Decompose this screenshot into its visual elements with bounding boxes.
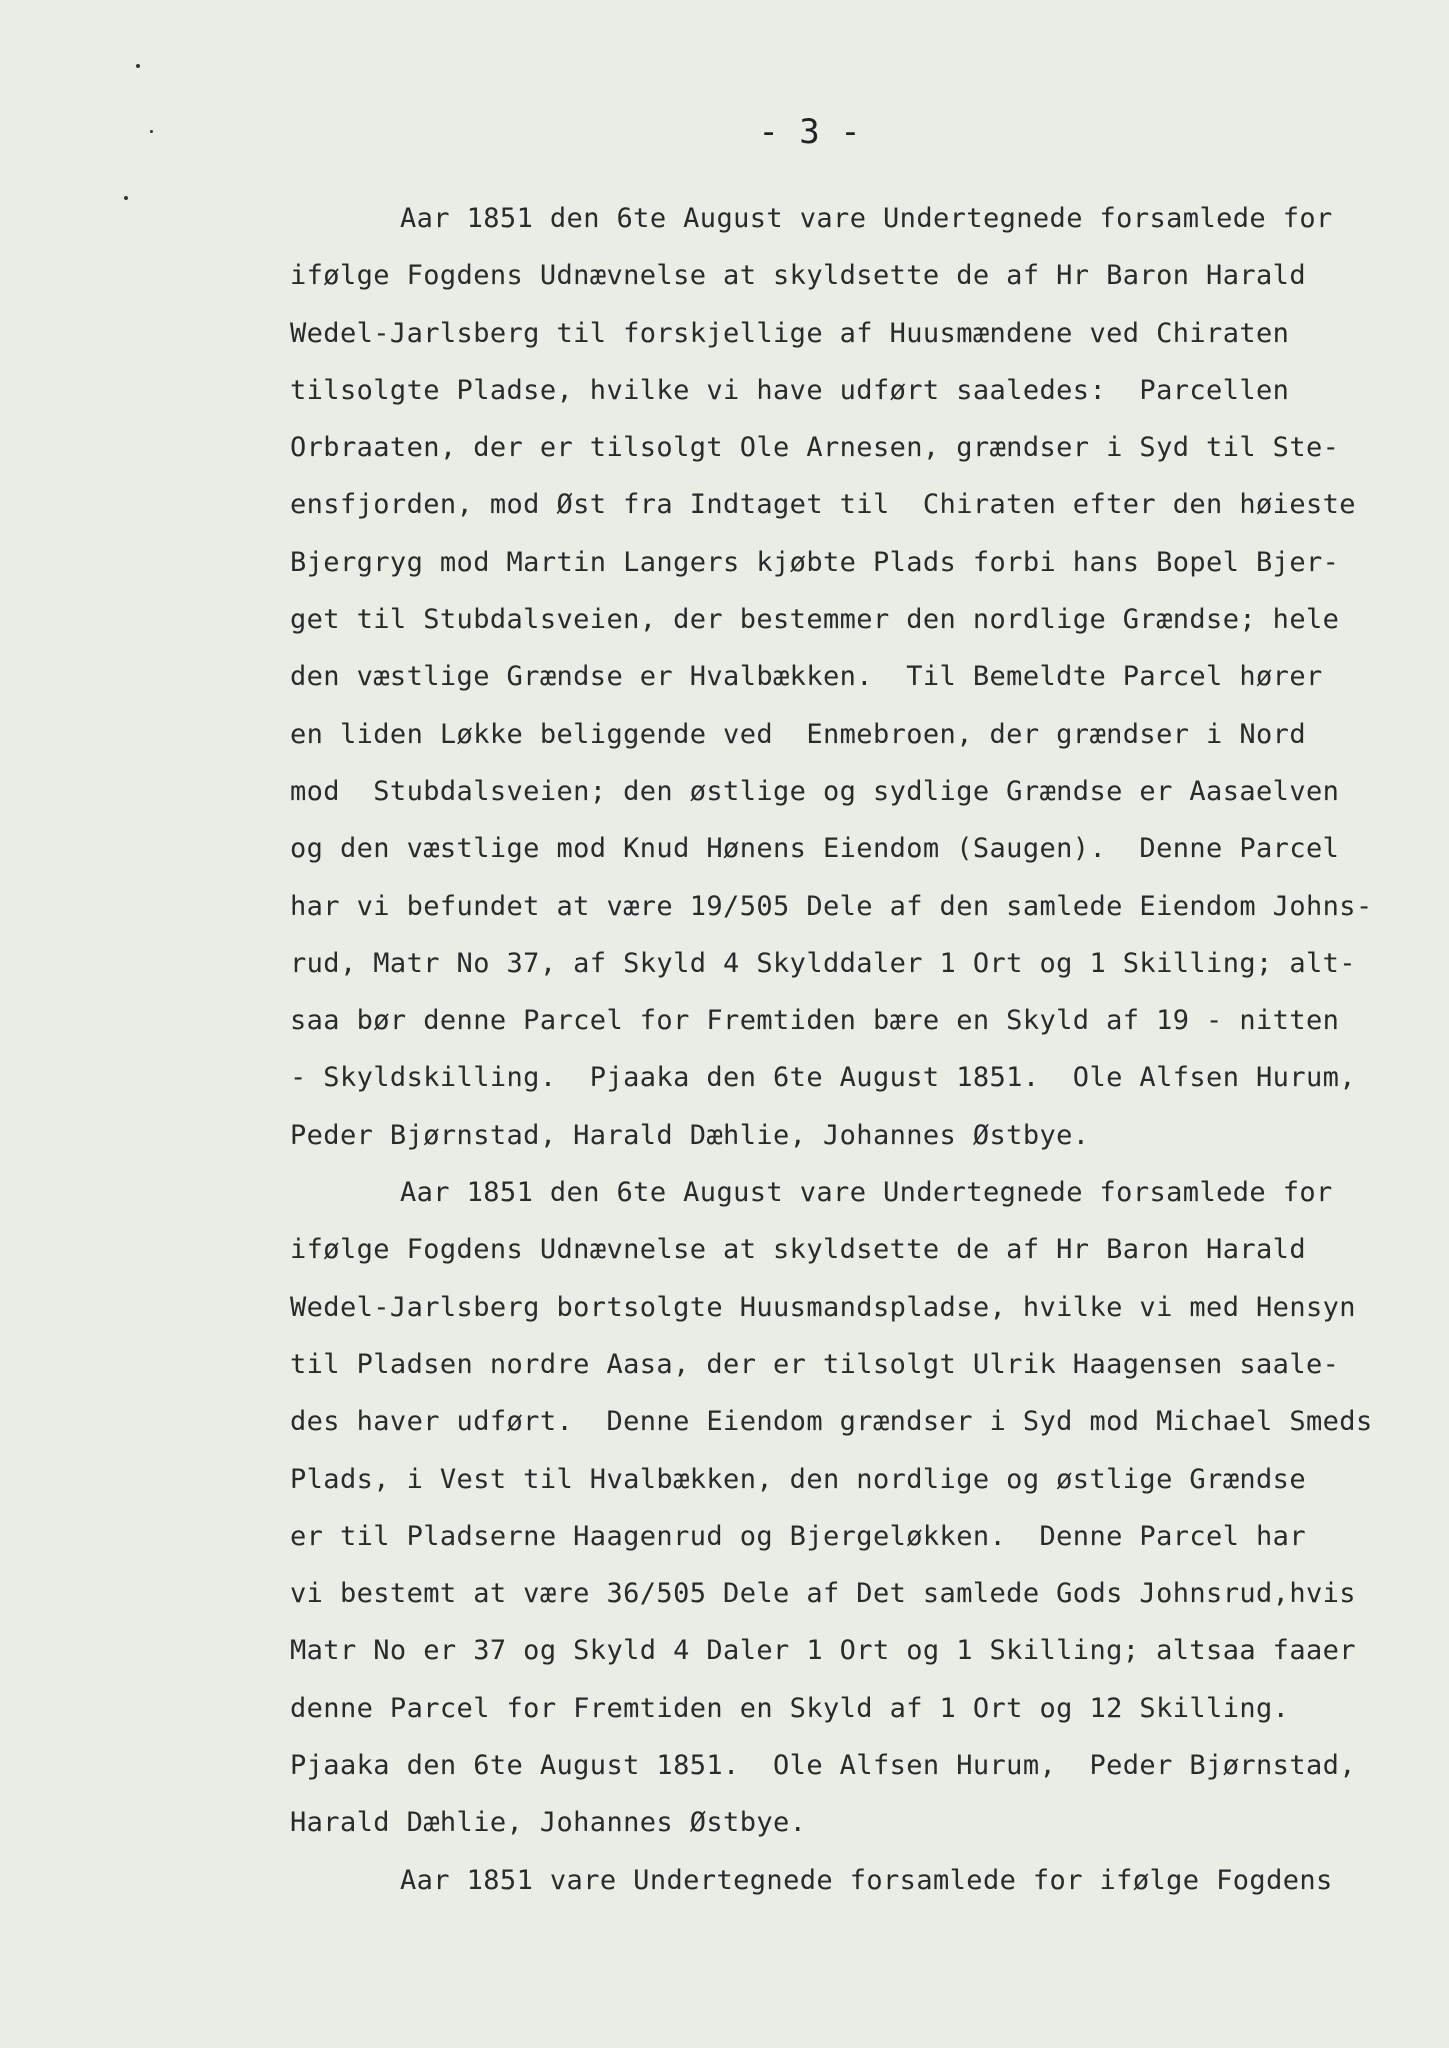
document-body (290, 190, 1430, 1909)
text-line: Plads, i Vest til Hvalbækken, den nordlige og østlige Grændse (290, 1463, 1306, 1495)
text-line: Harald Dæhlie, Johannes Østbye. (290, 1807, 807, 1839)
page-number: - 3 - (758, 112, 861, 152)
text-line: til Pladsen nordre Aasa, der er tilsolgt Ulrik Haagensen saale- (290, 1348, 1340, 1380)
text-line: Aar 1851 den 6te August vare Undertegnede forsamlede for (400, 203, 1333, 234)
text-line: rud, Matr No 37, af Skyld 4 Skylddaler 1 Ort og 1 Skilling; alt- (290, 947, 1356, 979)
text-line: er til Pladserne Haagenrud og Bjergeløkken. Denne Parcel har (290, 1520, 1306, 1552)
text-line: saa bør denne Parcel for Fremtiden bære en Skyld af 19 - nitten (290, 1005, 1340, 1037)
margin-mark (124, 196, 128, 200)
text-line: har vi befundet at være 19/505 Dele af den samlede Eiendom Johns- (290, 890, 1373, 922)
text-line: Wedel-Jarlsberg bortsolgte Huusmandspladse, hvilke vi med Hensyn (290, 1291, 1356, 1323)
text-line: Pjaaka den 6te August 1851. Ole Alfsen Hurum, Peder Bjørnstad, (290, 1750, 1356, 1782)
margin-mark (136, 64, 140, 68)
text-line: Peder Bjørnstad, Harald Dæhlie, Johannes Østbye. (290, 1119, 1090, 1151)
text-line: des haver udført. Denne Eiendom grændser i Syd mod Michael Smeds (290, 1406, 1373, 1438)
text-line: den væstlige Grændse er Hvalbækken. Til Bemeldte Parcel hører (290, 661, 1323, 693)
text-line: vi bestemt at være 36/505 Dele af Det samlede Gods Johnsrud,hvis (290, 1578, 1356, 1610)
text-line: Aar 1851 den 6te August vare Undertegnede forsamlede for (400, 1177, 1333, 1209)
text-line: tilsolgte Pladse, hvilke vi have udført saaledes: Parcellen (290, 374, 1290, 406)
text-line: Matr No er 37 og Skyld 4 Daler 1 Ort og 1 Skilling; altsaa faaer (290, 1635, 1356, 1667)
text-line: Bjergryg mod Martin Langers kjøbte Plads forbi hans Bopel Bjer- (290, 546, 1340, 578)
text-line: ifølge Fogdens Udnævnelse at skyldsette de af Hr Baron Harald (290, 260, 1306, 292)
text-line: denne Parcel for Fremtiden en Skyld af 1 Ort og 12 Skilling. (290, 1692, 1290, 1724)
text-line: get til Stubdalsveien, der bestemmer den nordlige Grændse; hele (290, 604, 1340, 636)
text-line: Aar 1851 vare Undertegnede forsamlede for ifølge Fogdens (400, 1864, 1333, 1896)
text-line: ifølge Fogdens Udnævnelse at skyldsette de af Hr Baron Harald (290, 1234, 1306, 1266)
text-line: Wedel-Jarlsberg til forskjellige af Huusmændene ved Chiraten (290, 317, 1290, 349)
text-line: en liden Løkke beliggende ved Enmebroen, der grændser i Nord (290, 718, 1306, 750)
text-line: - Skyldskilling. Pjaaka den 6te August 1851. Ole Alfsen Hurum, (290, 1062, 1356, 1094)
text-line: og den væstlige mod Knud Hønens Eiendom (Saugen). Denne Parcel (290, 833, 1340, 865)
text-line: ensfjorden, mod Øst fra Indtaget til Chiraten efter den høieste (290, 489, 1356, 521)
text-line: Orbraaten, der er tilsolgt Ole Arnesen, grændser i Syd til Ste- (290, 432, 1340, 464)
text-line: mod Stubdalsveien; den østlige og sydlige Grændse er Aasaelven (290, 775, 1340, 807)
